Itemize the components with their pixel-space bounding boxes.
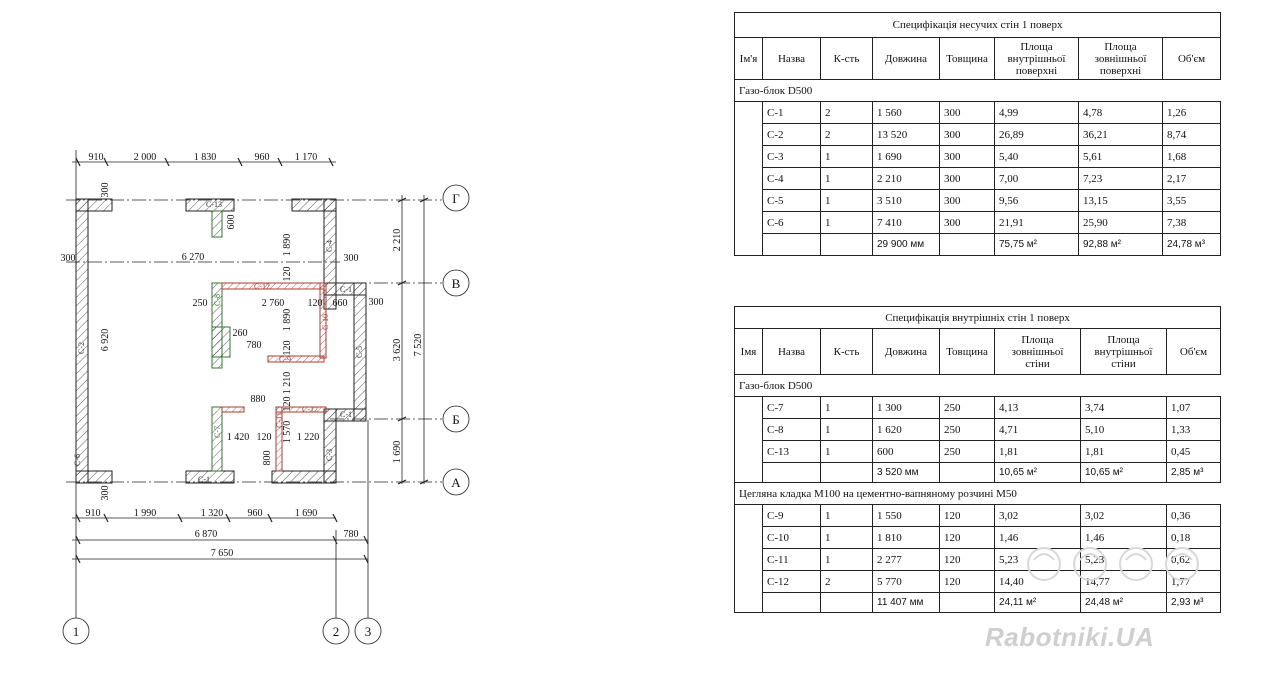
dim-6920: 6 920 bbox=[100, 328, 111, 352]
dim-300-bottom: 300 bbox=[100, 485, 111, 501]
col-header: Площа внутрішньої стіни bbox=[1081, 329, 1167, 375]
dim-top-2: 2 000 bbox=[133, 152, 157, 163]
col-header: Назва bbox=[763, 329, 821, 375]
table-row: С-7 1 1 300 250 4,13 3,74 1,07 bbox=[735, 397, 1221, 419]
table-row: С-8 1 1 620 250 4,71 5,10 1,33 bbox=[735, 419, 1221, 441]
tag-c6: С-6 bbox=[73, 454, 82, 466]
dim-880: 880 bbox=[250, 394, 266, 405]
table-row: С-12 2 5 770 120 14,40 14,77 1,77 bbox=[735, 571, 1221, 593]
dim-660: 660 bbox=[332, 298, 348, 309]
tag-c1: С-1 bbox=[340, 285, 352, 294]
col-header: Назва bbox=[763, 38, 821, 80]
dim-6270: 6 270 bbox=[181, 252, 205, 263]
dim-120-c: 120 bbox=[282, 396, 293, 412]
table-row: С-1 2 1 560 300 4,99 4,78 1,26 bbox=[735, 102, 1221, 124]
table-title: Специфікація несучих стін 1 поверх bbox=[735, 13, 1221, 38]
dim-1220: 1 220 bbox=[296, 432, 320, 443]
tag-c1-b: С-1 bbox=[340, 410, 352, 419]
table-row: С-6 1 7 410 300 21,91 25,90 7,38 bbox=[735, 212, 1221, 234]
col-header: К-сть bbox=[821, 329, 873, 375]
tag-c9: С-9 bbox=[279, 355, 291, 364]
tag-c3: С-3 bbox=[325, 449, 334, 461]
table-row: С-11 1 2 277 120 5,23 5,23 0,62 bbox=[735, 549, 1221, 571]
axis-3: 3 bbox=[364, 624, 372, 639]
col-header: Товщина bbox=[940, 38, 995, 80]
dim-1420: 1 420 bbox=[226, 432, 250, 443]
dim-120-b: 120 bbox=[282, 340, 293, 356]
group-label: Цегляна кладка М100 на цементно-вапняному розчині М50 bbox=[735, 483, 1221, 505]
dim-2760: 2 760 bbox=[261, 298, 285, 309]
dim-1570: 1 570 bbox=[282, 420, 293, 444]
dim-right-2: 3 620 bbox=[392, 338, 403, 362]
dim-bottom-1: 910 bbox=[85, 508, 101, 519]
dim-120-e: 120 bbox=[256, 432, 272, 443]
load-bearing-walls-spec-table bbox=[734, 12, 1221, 256]
table-title: Специфікація внутрішніх стін 1 поверх bbox=[735, 307, 1221, 329]
dim-top-4: 960 bbox=[254, 152, 270, 163]
col-header: Площа зовнішньої стіни bbox=[995, 329, 1081, 375]
tag-c11: С-11 bbox=[275, 412, 284, 428]
axis-a: А bbox=[451, 475, 461, 490]
group-label: Газо-блок D500 bbox=[735, 375, 1221, 397]
table-row: С-9 1 1 550 120 3,02 3,02 0,36 bbox=[735, 505, 1221, 527]
col-header: К-сть bbox=[821, 38, 873, 80]
dim-1890-a: 1 890 bbox=[282, 233, 293, 257]
axis-v: В bbox=[451, 276, 461, 291]
dim-120-d: 120 bbox=[307, 298, 323, 309]
dim-right-1: 2 210 bbox=[392, 228, 403, 252]
total-row: 11 407 мм 24,11 м² 24,48 м² 2,93 м³ bbox=[735, 593, 1221, 613]
col-header: Імя bbox=[735, 329, 763, 375]
dim-300-right2: 300 bbox=[368, 297, 384, 308]
dim-top-3: 1 830 bbox=[193, 152, 217, 163]
tag-c4: С-4 bbox=[325, 240, 334, 252]
dim-120-a: 120 bbox=[282, 266, 293, 282]
col-header: Довжина bbox=[873, 329, 940, 375]
total-row: 29 900 мм 75,75 м² 92,88 м² 24,78 м³ bbox=[735, 234, 1221, 256]
dim-1210: 1 210 bbox=[282, 371, 293, 395]
axis-2: 2 bbox=[332, 624, 340, 639]
tag-c13: С-13 bbox=[206, 200, 222, 209]
tag-c5: С-5 bbox=[355, 346, 364, 358]
tag-c10: С-10 bbox=[321, 314, 330, 330]
table-row: С-3 1 1 690 300 5,40 5,61 1,68 bbox=[735, 146, 1221, 168]
tag-c1-bottom: С-1 bbox=[198, 475, 210, 484]
dim-300-right: 300 bbox=[343, 253, 359, 264]
dim-top-5: 1 170 bbox=[294, 152, 318, 163]
col-header: Об'єм bbox=[1163, 38, 1221, 80]
dim-250: 250 bbox=[192, 298, 208, 309]
dim-300-top: 300 bbox=[100, 182, 111, 198]
axis-1: 1 bbox=[72, 624, 80, 639]
dim-bottom-2: 1 990 bbox=[133, 508, 157, 519]
col-header: Об'єм bbox=[1167, 329, 1221, 375]
dim-top-1: 910 bbox=[88, 152, 104, 163]
dim-total-7650: 7 650 bbox=[210, 548, 234, 559]
dim-right-3: 1 690 bbox=[392, 440, 403, 464]
dim-total-6870: 6 870 bbox=[194, 529, 218, 540]
tag-c12-b: С-12 bbox=[302, 405, 318, 414]
col-header: Площа внутрішньої поверхні bbox=[995, 38, 1079, 80]
dim-total-780: 780 bbox=[343, 529, 359, 540]
table-row: С-13 1 600 250 1,81 1,81 0,45 bbox=[735, 441, 1221, 463]
table-row: С-4 1 2 210 300 7,00 7,23 2,17 bbox=[735, 168, 1221, 190]
dim-780: 780 bbox=[246, 340, 262, 351]
table-row: С-5 1 3 510 300 9,56 13,15 3,55 bbox=[735, 190, 1221, 212]
dim-1890-b: 1 890 bbox=[282, 308, 293, 332]
col-header: Площа зовнішньої поверхні bbox=[1079, 38, 1163, 80]
group-label: Газо-блок D500 bbox=[735, 80, 1221, 102]
dim-260: 260 bbox=[232, 328, 248, 339]
tag-c12: С-12 bbox=[254, 282, 270, 291]
axis-b: Б bbox=[452, 412, 460, 427]
col-header: Ім'я bbox=[735, 38, 763, 80]
tag-c7: С-7 bbox=[213, 426, 222, 438]
col-header: Довжина bbox=[873, 38, 940, 80]
watermark-text: Rabotniki.UA bbox=[985, 622, 1155, 652]
tag-c8: С-8 bbox=[213, 294, 222, 306]
tag-c2: С-2 bbox=[77, 342, 86, 354]
dim-bottom-3: 1 320 bbox=[200, 508, 224, 519]
table-row: С-2 2 13 520 300 26,89 36,21 8,74 bbox=[735, 124, 1221, 146]
table-row: С-10 1 1 810 120 1,46 1,46 0,18 bbox=[735, 527, 1221, 549]
dim-800: 800 bbox=[262, 450, 273, 466]
watermark-logo-icon bbox=[1020, 538, 1210, 598]
dim-bottom-5: 1 690 bbox=[294, 508, 318, 519]
dim-600: 600 bbox=[226, 214, 237, 230]
total-row: 3 520 мм 10,65 м² 10,65 м² 2,85 м³ bbox=[735, 463, 1221, 483]
dim-bottom-4: 960 bbox=[247, 508, 263, 519]
dim-right-total: 7 520 bbox=[413, 333, 424, 357]
col-header: Товщина bbox=[940, 329, 995, 375]
axis-g: Г bbox=[452, 191, 460, 206]
dim-300-left: 300 bbox=[60, 253, 76, 264]
